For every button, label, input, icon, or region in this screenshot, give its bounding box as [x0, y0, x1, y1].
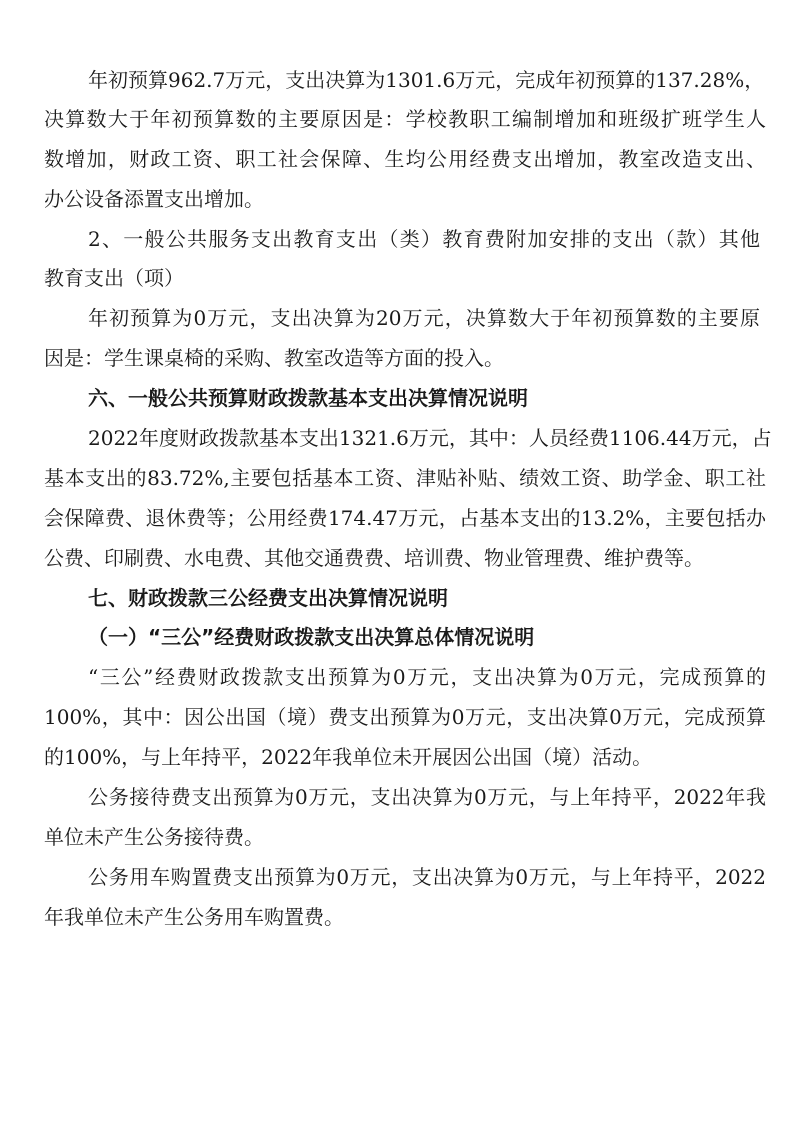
- paragraph-3-line-1: 年初预算为0万元，支出决算为20万元，决算数大于年初预算数的主要原: [88, 306, 760, 330]
- paragraph-7-line-1: 公务用车购置费支出预算为0万元，支出决算为0万元，与上年持平，2022: [88, 865, 766, 889]
- paragraph-4-line-1: 2022年度财政拨款基本支出1321.6万元，其中：人员经费1106.44万元，占: [88, 426, 772, 450]
- paragraph-3-line-2: 因是：学生课桌椅的采购、教室改造等方面的投入。: [44, 346, 504, 370]
- paragraph-6-line-1: 公务接待费支出预算为0万元，支出决算为0万元，与上年持平，2022年我: [88, 785, 766, 809]
- paragraph-7-line-2: 年我单位未产生公务用车购置费。: [44, 905, 344, 929]
- section-heading-7: 七、财政拨款三公经费支出决算情况说明: [88, 586, 448, 610]
- paragraph-6-line-2: 单位未产生公务接待费。: [44, 825, 264, 849]
- paragraph-4-line-3: 会保障费、退休费等；公用经费174.47万元，占基本支出的13.2%，主要包括办: [44, 506, 766, 530]
- paragraph-2-line-1: 2、一般公共服务支出教育支出（类）教育费附加安排的支出（款）其他: [88, 227, 760, 251]
- paragraph-4-line-2: 基本支出的83.72%,主要包括基本工资、津贴补贴、绩效工资、助学金、职工社: [44, 466, 766, 490]
- paragraph-1-line-1: 年初预算962.7万元，支出决算为1301.6万元，完成年初预算的137.28%，: [88, 68, 765, 92]
- paragraph-2-line-2: 教育支出（项）: [44, 266, 184, 290]
- paragraph-5-line-3: 的100%，与上年持平，2022年我单位未开展因公出国（境）活动。: [44, 745, 653, 769]
- paragraph-1-line-4: 办公设备添置支出增加。: [44, 187, 264, 211]
- paragraph-4-line-4: 公费、印刷费、水电费、其他交通费费、培训费、物业管理费、维护费等。: [44, 546, 704, 570]
- paragraph-5-line-1: “三公”经费财政拨款支出预算为0万元，支出决算为0万元，完成预算的: [88, 665, 766, 689]
- paragraph-1-line-3: 数增加，财政工资、职工社会保障、生均公用经费支出增加，教室改造支出、: [44, 147, 766, 171]
- subsection-heading-7-1: （一）“三公”经费财政拨款支出决算总体情况说明: [88, 625, 535, 649]
- paragraph-5-line-2: 100%，其中：因公出国（境）费支出预算为0万元，支出决算0万元，完成预算: [44, 705, 766, 729]
- section-heading-6: 六、一般公共预算财政拨款基本支出决算情况说明: [88, 386, 528, 410]
- paragraph-1-line-2: 决算数大于年初预算数的主要原因是：学校教职工编制增加和班级扩班学生人: [44, 107, 766, 131]
